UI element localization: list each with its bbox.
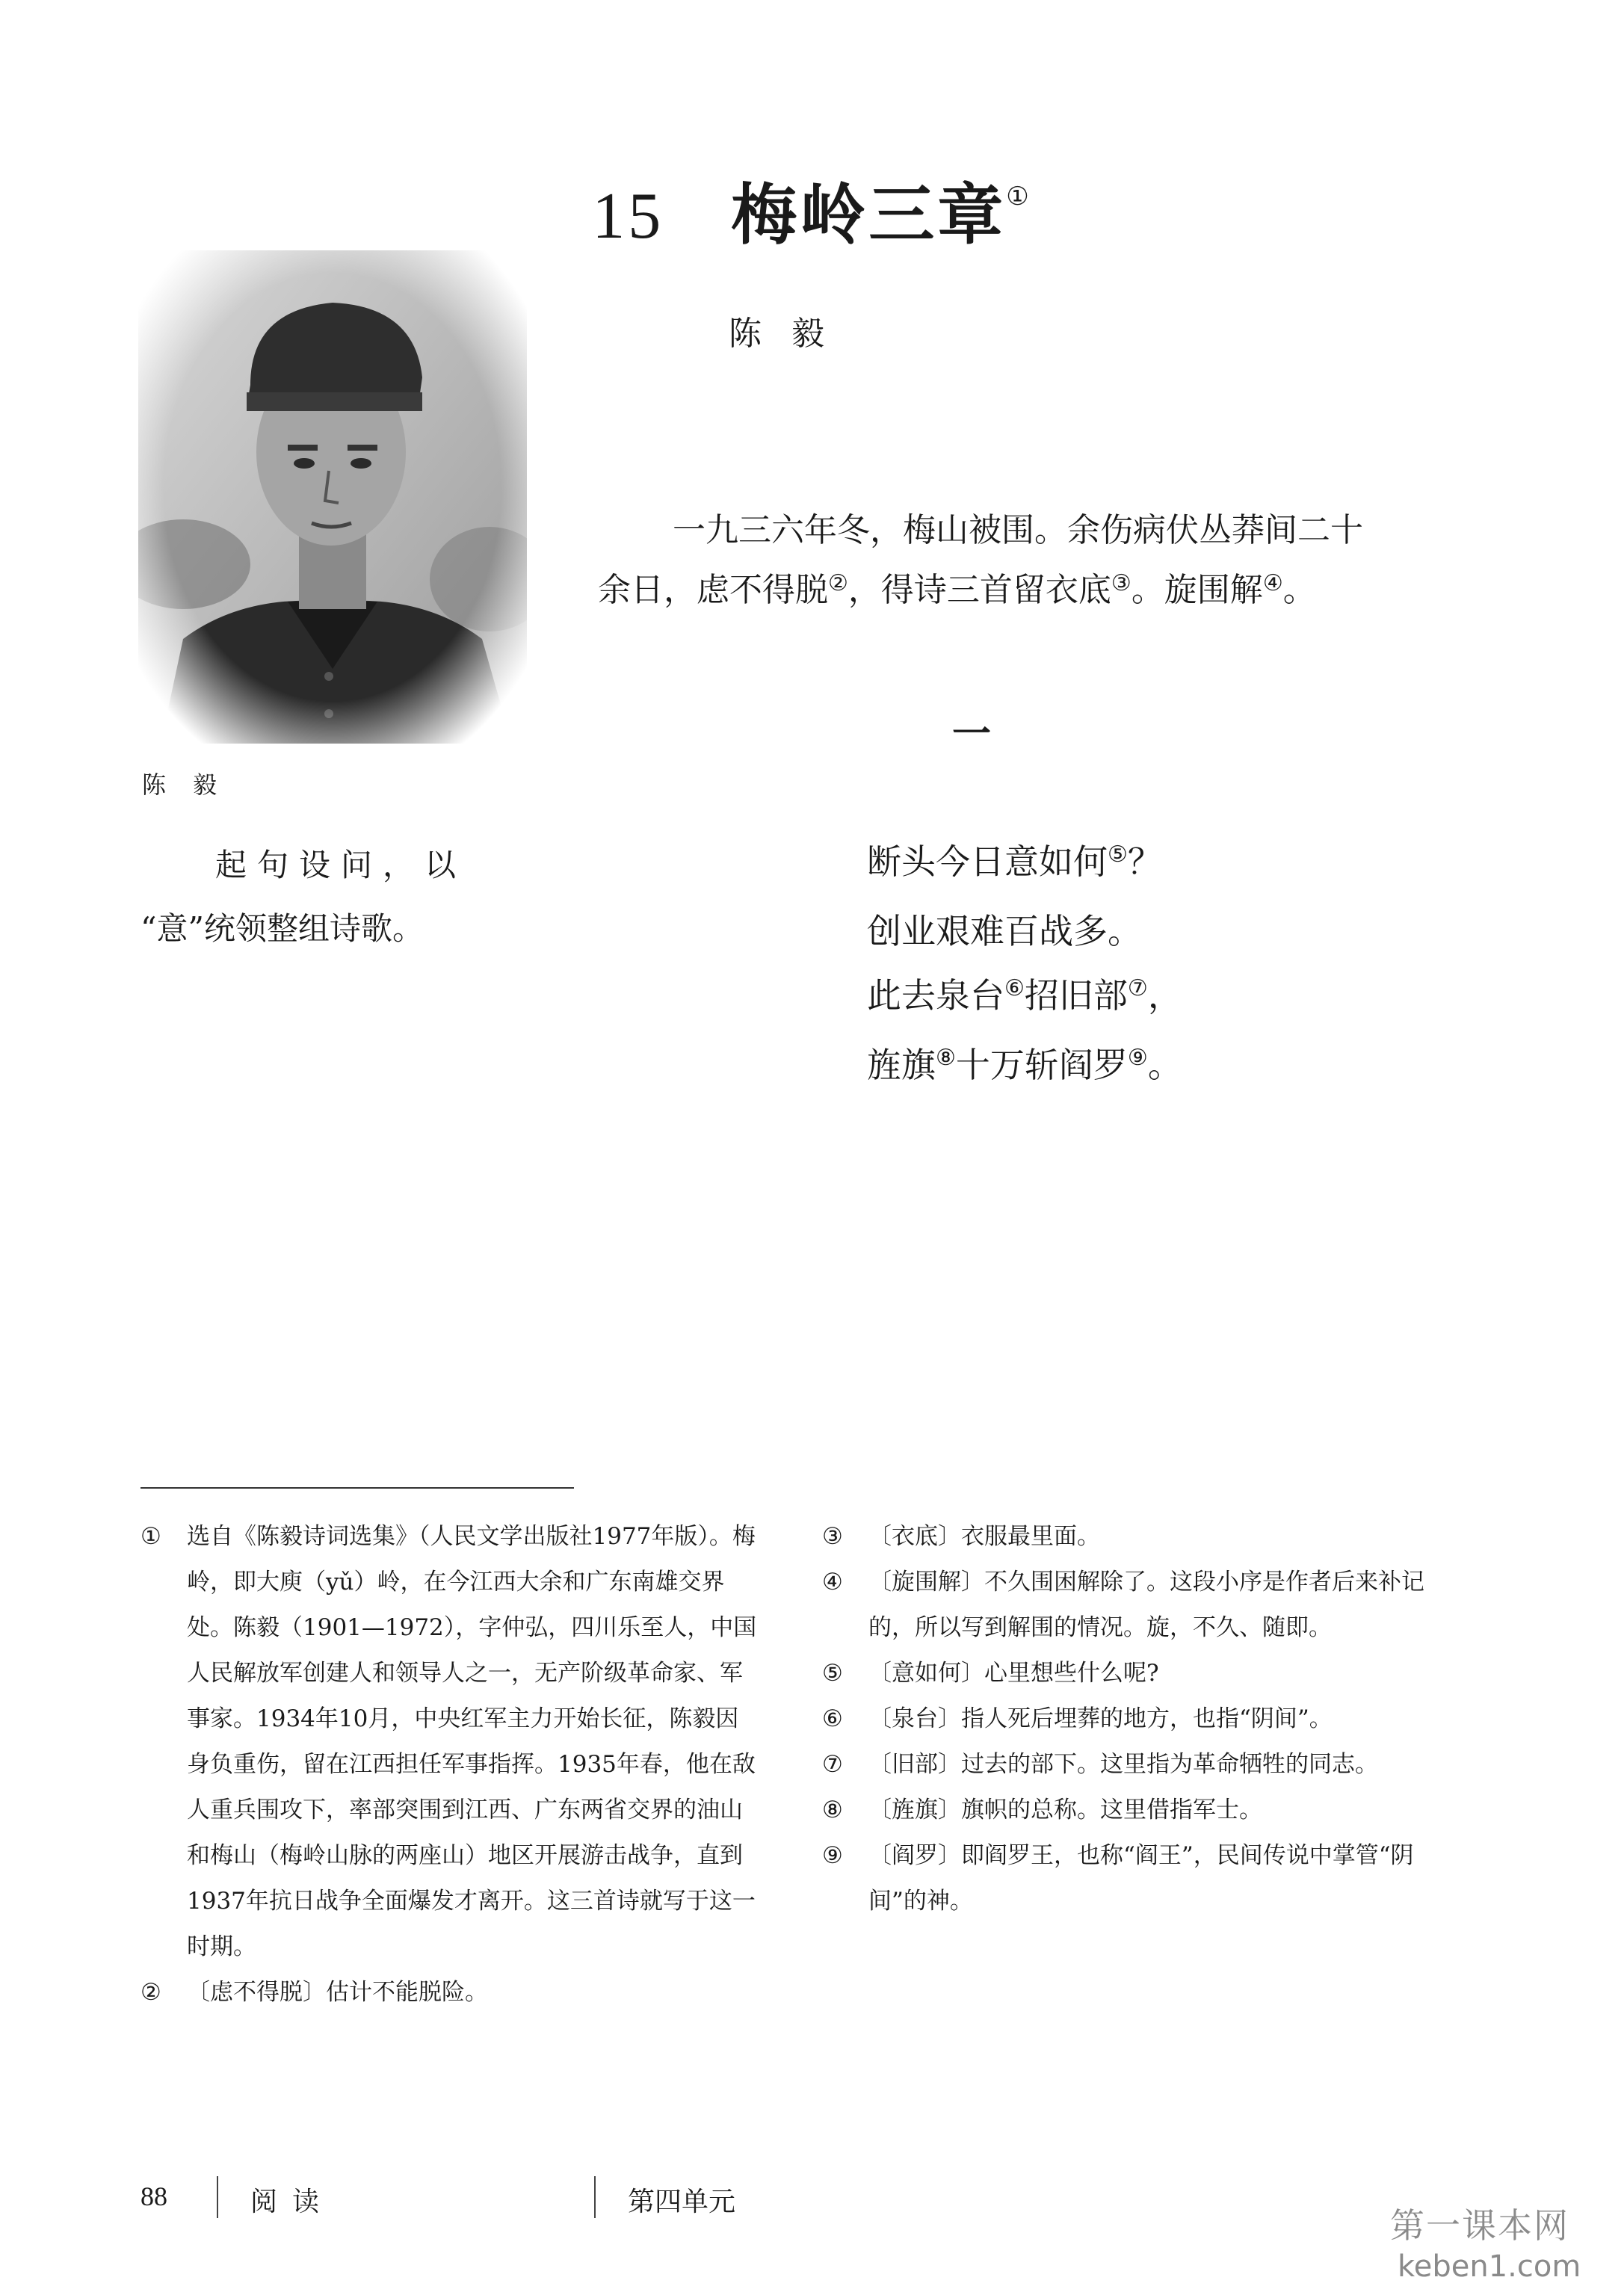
footnote-number: ②	[141, 1979, 161, 2006]
poem-line: 创业艰难百战多。	[867, 911, 1142, 951]
footnote-mark: ②	[828, 570, 848, 596]
page-number: 88	[141, 2181, 167, 2211]
author-portrait	[138, 250, 527, 744]
preface-line-2	[598, 560, 1420, 624]
poem-line: 旌旗⑧十万斩阎罗⑨。	[867, 1045, 1182, 1085]
preface-line-1: 一九三六年冬，梅山被围。余伤病伏丛莽间二十	[673, 511, 1363, 549]
footnote-mark: ③	[1111, 570, 1131, 596]
footnote	[822, 1742, 1442, 1788]
footnote	[822, 1696, 1442, 1742]
footnote-number: ⑥	[822, 1705, 843, 1732]
section-heading: 一	[951, 711, 991, 757]
margin-note-line-1: 起句设问，以	[215, 847, 467, 883]
footnotes-right	[822, 1514, 1442, 1924]
footnote-text: 〔虑不得脱〕估计不能脱险。	[187, 1979, 488, 2006]
footer-divider	[217, 2176, 218, 2218]
footnote	[822, 1833, 1442, 1924]
footnote-number: ⑤	[822, 1660, 843, 1687]
footnote-number: ⑦	[822, 1751, 843, 1778]
footnote-mark: ⑦	[1127, 975, 1148, 1001]
footnote-text: 选自《陈毅诗词选集》（人民文学出版社1977年版）。梅岭，即大庾（yǔ）岭，在今江西大余和广东南雄交界处。陈毅（1901—1972），字仲弘，四川乐至人，中国人民解放军创建人和领导人之一，无产阶级革命家、军事家。1934年10月，中央红军主力开始长征，陈毅因身负重伤，留在江西担任军事指挥。1935年春，他在敌人重兵围攻下，率部突围到江西、广东两省交界的油山和梅山（梅岭山脉的两座山）地区开展游击战争，直到1937年抗日战争全面爆发才离开。这三首诗就写于这一时期。	[187, 1523, 757, 1960]
preface-text: 。旋围解	[1131, 571, 1263, 609]
footnote-number: ③	[822, 1523, 843, 1550]
preface-text: ，得诗三首留衣底	[847, 571, 1111, 609]
lesson-title	[0, 163, 1624, 257]
footnote	[141, 1514, 761, 1970]
footnote-text: 〔旧部〕过去的部下。这里指为革命牺牲的同志。	[868, 1751, 1378, 1778]
footer-divider	[594, 2176, 596, 2218]
footnote-mark: ⑨	[1127, 1045, 1148, 1071]
footnote-text: 〔旌旗〕旗帜的总称。这里借指军士。	[868, 1797, 1262, 1823]
preface-text: 。	[1282, 571, 1316, 609]
watermark-title: 第一课本网	[1390, 2205, 1569, 2246]
footnote-mark: ⑤	[1108, 841, 1128, 868]
footnote-mark: ④	[1262, 570, 1283, 596]
title-footnote-mark: ①	[1006, 181, 1032, 211]
footnote	[822, 1788, 1442, 1833]
preface	[598, 501, 1420, 624]
footnote-mark: ⑧	[936, 1045, 956, 1071]
footer-section-label: 阅读	[250, 2187, 335, 2217]
poem-line: 此去泉台⑥招旧部⑦，	[867, 975, 1182, 1016]
margin-note	[141, 833, 499, 960]
footer-unit-label: 第四单元	[628, 2187, 736, 2217]
footnote-text: 〔阎罗〕即阎罗王，也称“阎王”，民间传说中掌管“阴间”的神。	[868, 1842, 1414, 1915]
poem-line: 断头今日意如何⑤？	[867, 841, 1162, 882]
footnote	[822, 1514, 1442, 1560]
footnote	[141, 1970, 761, 2016]
margin-note-line-2: “意”统领整组诗歌。	[141, 910, 424, 947]
footnote-number: ⑧	[822, 1797, 843, 1823]
poem	[867, 830, 1182, 1102]
author-name: 陈毅	[729, 315, 854, 353]
footnote-number: ⑨	[822, 1842, 843, 1869]
footnote-text: 〔衣底〕衣服最里面。	[868, 1523, 1100, 1550]
footnotes-left	[141, 1514, 761, 2016]
footnote-number: ④	[822, 1569, 843, 1596]
portrait-caption: 陈毅	[142, 770, 244, 799]
lesson-number: 15	[592, 180, 664, 253]
footnote-divider	[141, 1487, 574, 1489]
watermark-url: keben1.com	[1398, 2249, 1581, 2284]
footnote-text: 〔泉台〕指人死后埋葬的地方，也指“阴间”。	[868, 1705, 1333, 1732]
footnote-number: ①	[141, 1523, 161, 1550]
footnote	[822, 1651, 1442, 1696]
footnote	[822, 1560, 1442, 1651]
footnote-text: 〔旋围解〕不久围困解除了。这段小序是作者后来补记的，所以写到解围的情况。旋，不久、随即。	[868, 1569, 1424, 1641]
preface-text: 余日，虑不得脱	[598, 571, 828, 609]
footnote-text: 〔意如何〕心里想些什么呢?	[868, 1660, 1159, 1687]
lesson-title-text: 梅岭三章	[731, 176, 1007, 253]
footnote-mark: ⑥	[1004, 975, 1025, 1001]
